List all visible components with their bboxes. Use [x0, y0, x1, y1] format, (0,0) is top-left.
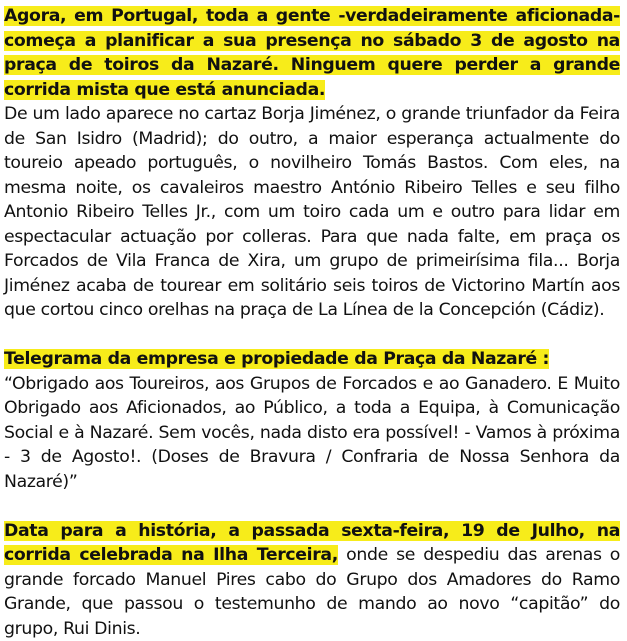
- intro-headline-text: Agora, em Portugal, toda a gente -verdadeiramente aficionada- começa a planificar a sua presença no sábado 3 de agosto na praça de toiros da Nazaré. Ninguem quere perder a grande corrida mista que está anunciada.: [4, 6, 620, 100]
- spacer: [4, 323, 620, 348]
- spacer: [4, 494, 620, 519]
- article: [4, 4, 620, 641]
- telegram-heading: [4, 347, 620, 372]
- intro-body: De um lado aparece no cartaz Borja Jiménez, o grande triunfador da Feira de San Isidro (Madrid); do outro, a maior esperança actualmente do toureio apeado português, o novilheiro Tomás Bastos. Com eles, na mesma noite, os cavaleiros maestro António Ribeiro Telles e seu filho Antonio Ribeiro Telles Jr., com um toiro cada um e outro para lidar em espectacular actuação por colleras. Para que nada falte, em praça os Forcados de Vila Franca de Xira, um grupo de primeirísima fila... Borja Jiménez acaba de tourear em solitário seis toiros de Victorino Martín aos que cortou cinco orelhas na praça de La Línea de la Concepción (Cádiz).: [4, 102, 620, 323]
- telegram-heading-text: Telegrama da empresa e propiedade da Praça da Nazaré :: [4, 349, 549, 369]
- telegram-body: “Obrigado aos Toureiros, aos Grupos de Forcados e ao Ganadero. E Muito Obrigado aos Aficionados, ao Público, a toda a Equipa, à Comunicação Social e à Nazaré. Sem vocês, nada disto era possível! - Vamos à próxima - 3 de Agosto!. (Doses de Bravura / Confraria de Nossa Senhora da Nazaré)”: [4, 372, 620, 495]
- history-body-text: onde se despediu das arenas o grande forcado Manuel Pires cabo do Grupo dos Amadores do Ramo Grande, que passou o testemunho de mando ao novo “capitão” do grupo, Rui Dinis.: [4, 545, 620, 639]
- history-heading-text: Data para a história, a passada sexta-feira, 19 de Julho, na corrida celebrada na Ilha Terceira,: [4, 521, 620, 566]
- intro-headline: [4, 4, 620, 102]
- history-paragraph: [4, 519, 620, 641]
